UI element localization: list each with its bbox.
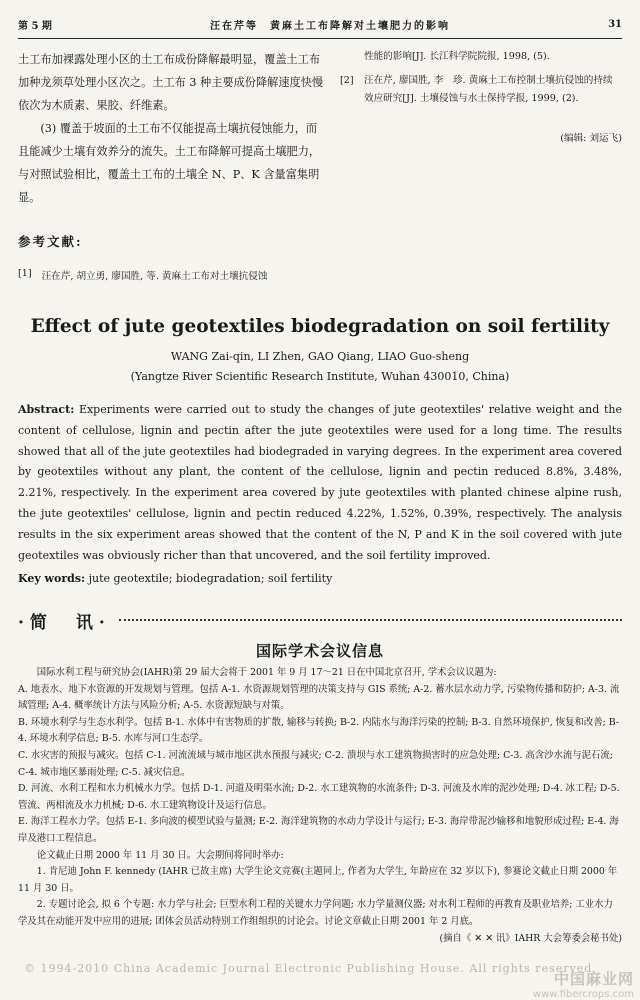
news-topic-d: D. 河流、水利工程和水力机械水力学。包括 D-1. 河道及明渠水流; D-2. 水工建筑物的水流条件; D-3. 河流及水库的泥沙处理; D-4. 冰工程; D-5. 管流、两相流及水力机械; D-6. 水工建筑物设计及运行信息。: [18, 783, 620, 811]
abstract-text: Experiments were carried out to study the changes of jute geotextiles' relative weight and the content of cellulose, lignin and pectin after the jute geotextiles were used for a long time. The results showed that all of the jute geotextiles had biodegraded in varying degrees. In the experiment area covered by geotextiles without any plant, the content of the cellulose, lignin and pectin reduced 8.8%, 3.48%, 2.21%, respectively. In the experiment area covered by jute geotextiles with planted chinese alpine rush, the jute geotextiles' cellulose, lignin and pectin reduced 4.22%, 1.52%, 0.39%, respectively. The analysis results in the six experiment areas showed that the content of the N, P and K in the soil covered with jute geotextiles was obviously richer than that uncovered, and the soil fertility improved.: [18, 403, 622, 562]
news-source: (摘自《 ✕ ✕ 讯》IAHR 大会筹委会秘书处): [439, 932, 622, 944]
conclusion-paragraph-2: 土工布加裸露处理小区的土工布成份降解最明显，覆盖土工布加种龙须草处理小区次之。土工布 3 种主要成份降解速度快慢依次为木质素、果胶、纤维素。: [18, 53, 324, 112]
reference-1-continuation: [340, 48, 622, 66]
news-section-tag: ·简 讯·: [18, 612, 111, 633]
news-topic-a: A. 地表水、地下水资源的开发规划与管理。包括 A-1. 水资源规划管理的决策支持与 GIS 系统; A-2. 蓄水层水动力学, 污染物传播和防护; A-3. 流域管理; A-4. 概率统计方法与风险分析; A-5. 水资源短缺与对策。: [18, 683, 620, 712]
news-item-2: 2. 专题讨论会, 拟 6 个专题: 水力学与社会; 巨型水利工程的关键水力学问题; 水力学量测仪器; 对水利工程师的再教育及职业培养; 工业水力学及其在动能开发中应用的进展; 团体会员活动特别工作组组织的讨论会。讨论文章截止日期 2001 年 2 月底。: [18, 899, 613, 927]
keywords-label: Key words:: [18, 572, 86, 585]
news-intro: 国际水利工程与研究协会(IAHR)第 29 届大会将于 2001 年 9 月 17～21 日在中国北京召开, 学术会议议题为:: [36, 667, 497, 678]
editor-note: (编辑: 刘运飞): [560, 133, 622, 144]
news-item-1: 1. 肯尼迪 John F. kennedy (IAHR 已故主席) 大学生论文竞赛(主题同上, 作者为大学生, 年龄应在 32 岁以下), 参赛论文截止日期 2000 年 11 月 30 日。: [18, 866, 618, 894]
conclusion-paragraph-3: (3) 覆盖于坡面的土工布不仅能提高土壤抗侵蚀能力，而且能减少土壤有效养分的流失。土工布降解可提高土壤肥力，与对照试验相比，覆盖土工布的土壤全 N、P、K 含量富集明显。: [18, 122, 321, 204]
reference-1-text: 汪在芹, 胡立勇, 廖国胜, 等. 黄麻土工布对土壤抗侵蚀: [41, 271, 268, 282]
dotted-divider: [119, 619, 622, 621]
reference-1-continued-text: 性能的影响[J]. 长江科学院院报, 1998, (5).: [364, 51, 550, 62]
news-deadline: 论文截止日期 2000 年 11 月 30 日。大会期间将同时举办:: [36, 849, 284, 861]
reference-2-text: 汪在芹, 廖国胜, 李 珍. 黄麻土工布控制土壤抗侵蚀的持续效应研究[J]. 土壤侵蚀与水土保持学报, 1999, (2).: [364, 75, 613, 104]
page-number: 31: [608, 18, 622, 30]
two-column-body: [18, 48, 622, 278]
english-abstract: [18, 400, 622, 566]
reference-1: [18, 268, 267, 282]
running-title: 汪在芹等 黄麻土工布降解对土壤肥力的影响: [210, 20, 450, 32]
news-title: 国际学术会议信息: [255, 642, 384, 660]
abstract-label: Abstract:: [18, 403, 75, 416]
right-column: [340, 48, 622, 278]
news-topic-c: C. 水灾害的预报与减灾。包括 C-1. 河流流域与城市地区洪水预报与减灾; C-2. 溃坝与水工建筑物损害时的应急处理; C-3. 高含沙水流与泥石流; C-4. 城市地区暴雨处理; C-5. 减灾信息。: [18, 749, 613, 778]
english-affiliation: (Yangtze River Scientific Research Institute, Wuhan 430010, China): [130, 370, 510, 383]
english-authors: WANG Zai-qin, LI Zhen, GAO Qiang, LIAO Guo-sheng: [170, 350, 470, 363]
copyright-watermark: © 1994-2010 China Academic Journal Electronic Publishing House. All rights reserved.: [24, 962, 597, 975]
site-watermark-cn: 中国麻业网: [553, 970, 634, 988]
keywords-text: jute geotextile; biodegradation; soil fertility: [88, 572, 333, 585]
news-topic-e: E. 海洋工程水力学。包括 E-1. 多向波的模型试验与量测; E-2. 海洋建筑物的水动力学设计与运行; E-3. 海岸带泥沙输移和地貌形成过程; E-4. 海岸及港口工程信息。: [18, 816, 619, 844]
english-keywords: [18, 572, 622, 585]
issue-label: 第 5 期: [18, 20, 52, 32]
site-watermark-url: www.fibercrops.com: [532, 989, 634, 1000]
news-topic-b: B. 环境水利学与生态水利学。包括 B-1. 水体中有害物质的扩散, 输移与转换; B-2. 内陆水与海洋污染的控制; B-3. 自然环境保护, 恢复和改善; B-4. 环境水利学信息; B-5. 水库与河口生态学。: [18, 716, 619, 745]
references-heading: 参考文献:: [18, 234, 83, 249]
site-watermark: [514, 900, 634, 1000]
english-title: Effect of jute geotextiles biodegradation on soil fertility: [30, 316, 610, 337]
reference-2: [340, 72, 622, 108]
news-section-header: [18, 605, 622, 635]
running-header: [18, 10, 622, 39]
reference-1-number: [1]: [18, 268, 32, 279]
reference-2-number: [2]: [340, 75, 354, 86]
